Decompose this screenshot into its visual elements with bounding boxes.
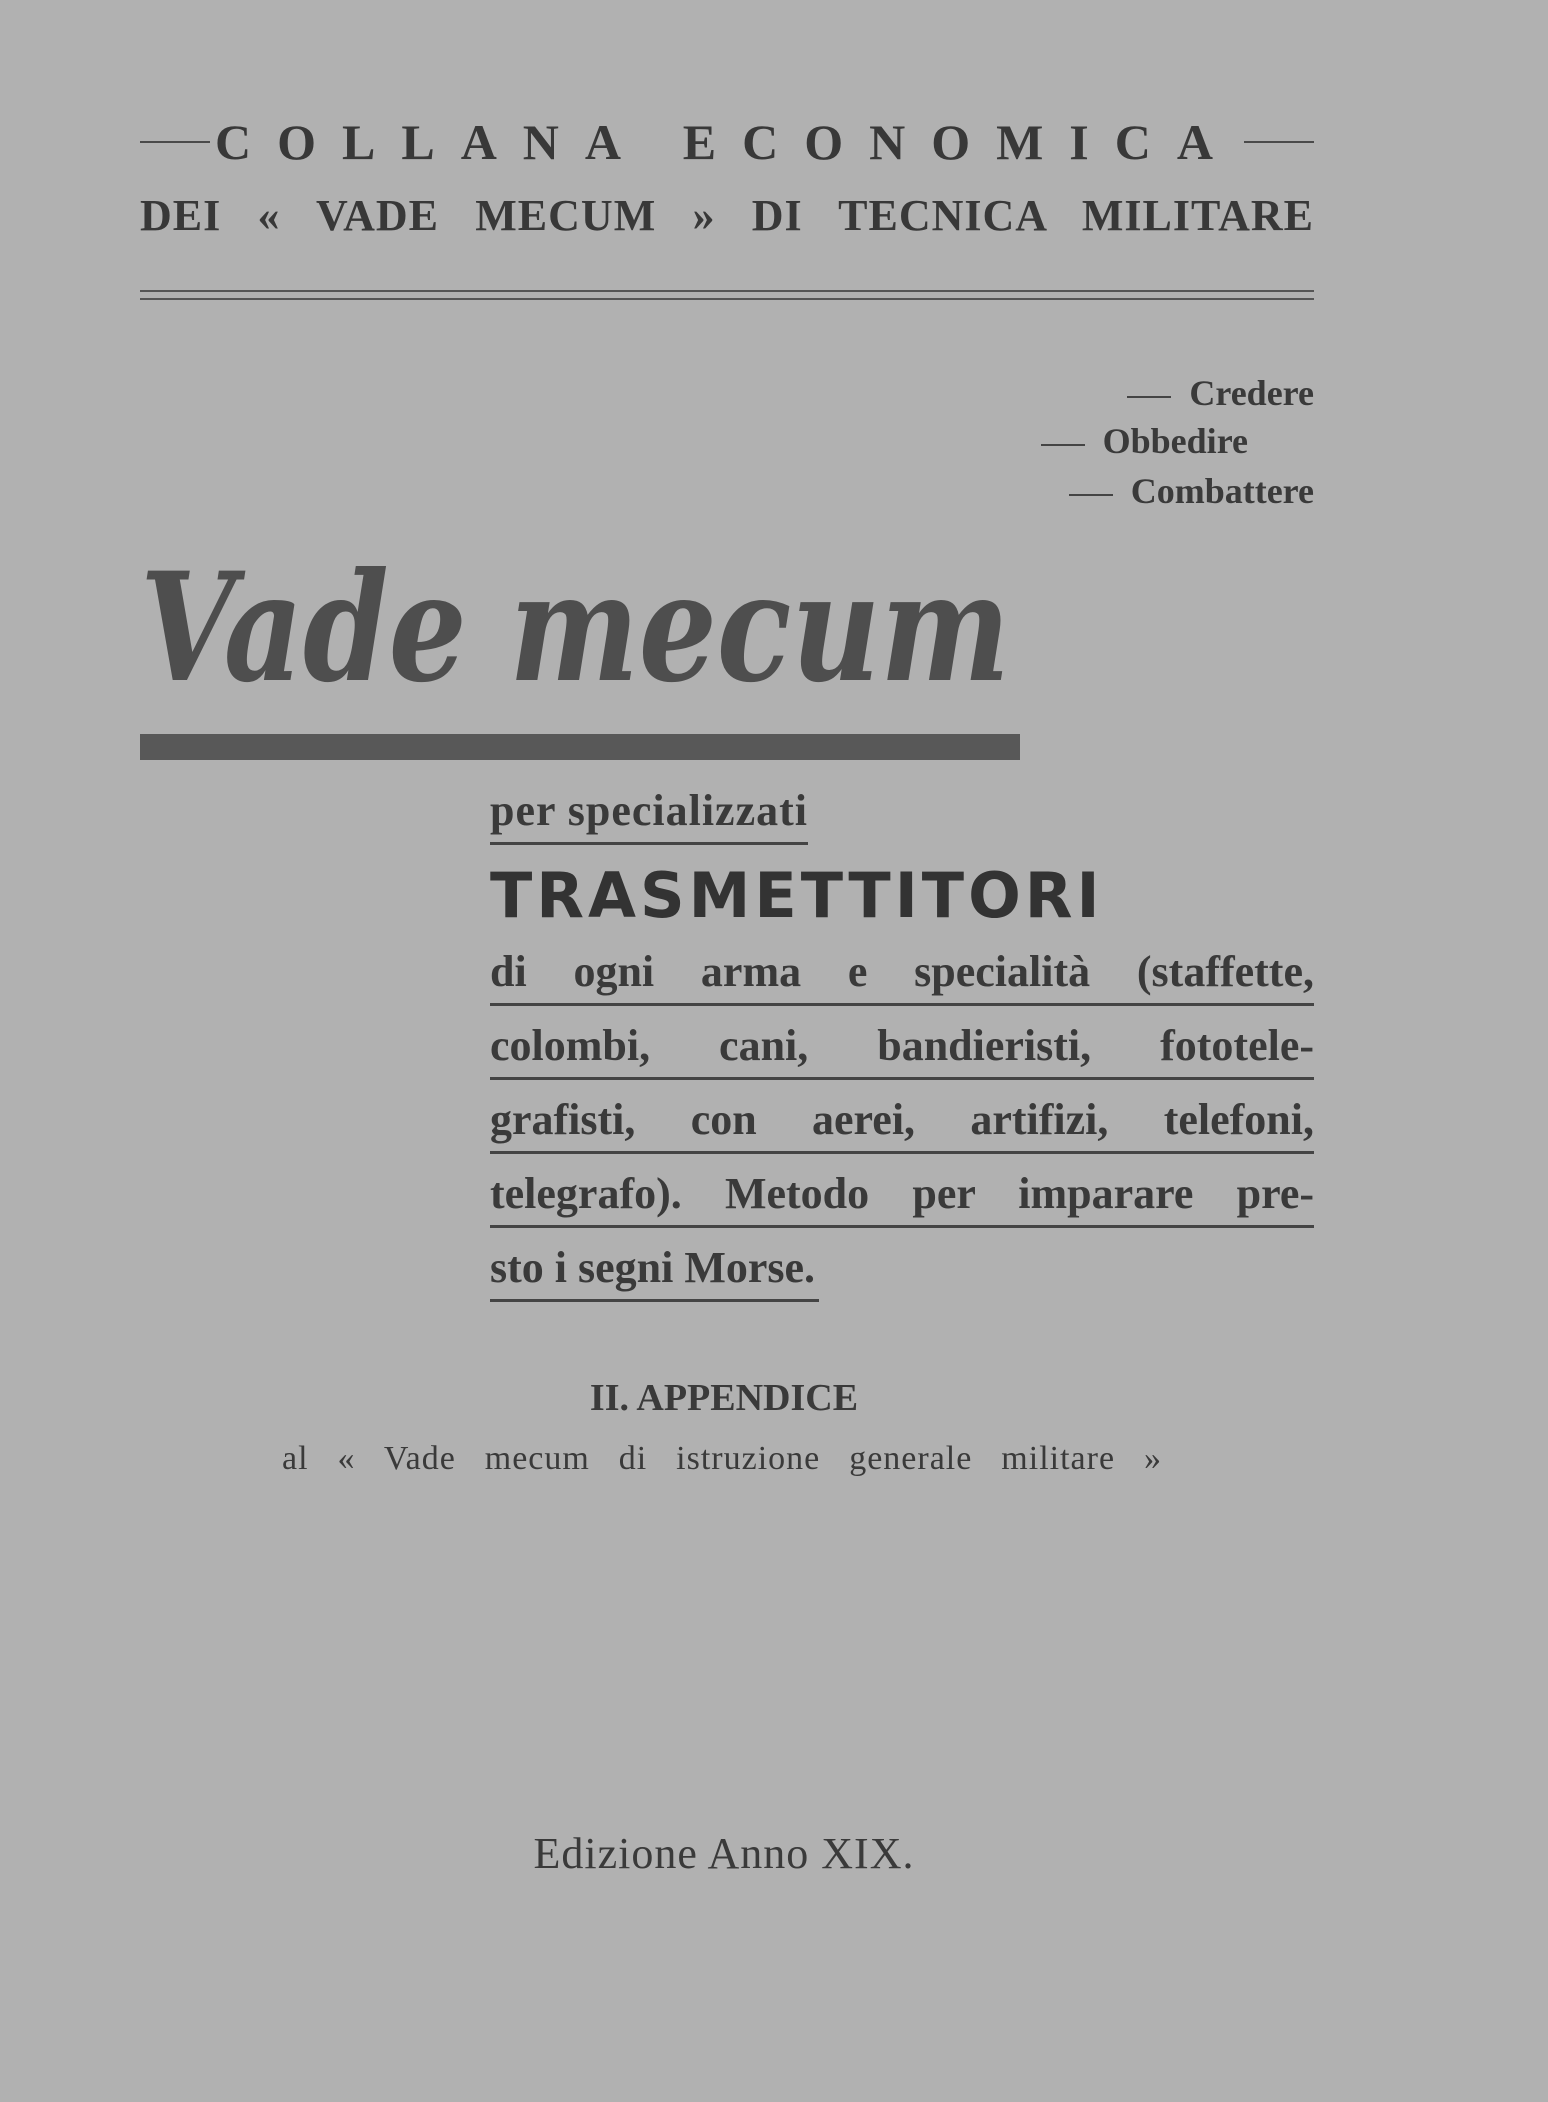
description-line-1: di ogni arma e specialità (staffette,: [490, 946, 1314, 1006]
header-rule-top: [140, 290, 1314, 292]
description-line-2: colombi, cani, bandieristi, fototele-: [490, 1020, 1314, 1080]
appendix-reference: al « Vade mecum di istruzione generale militare »: [282, 1440, 1162, 1477]
main-title-svg: [140, 540, 1020, 716]
series-title: COLLANA ECONOMICA: [215, 114, 1239, 170]
motto-line-3: [1069, 470, 1314, 512]
heading-trasmettitori: TRASMETTITORI: [490, 859, 1104, 932]
description-line-3: grafisti, con aerei, artifizi, telefoni,: [490, 1094, 1314, 1154]
subtitle-specializzati: per specializzati: [490, 785, 808, 845]
header-rule-bottom: [140, 298, 1314, 300]
motto-obbedire: Obbedire: [1102, 421, 1248, 461]
description-line-5: sto i segni Morse.: [490, 1242, 819, 1302]
edition-label: Edizione Anno XIX.: [533, 1829, 915, 1878]
series-title-row: [140, 112, 1314, 172]
series-subtitle: DEI « VADE MECUM » DI TECNICA MILITARE: [140, 191, 1314, 240]
header-dash-right: [1244, 141, 1314, 143]
motto-credere: Credere: [1189, 373, 1314, 413]
description-block: [490, 785, 1314, 1302]
appendix-label: II. APPENDICE: [589, 1377, 859, 1419]
motto-line-1: [1127, 372, 1314, 414]
main-title-text: Vade mecum: [140, 540, 1010, 716]
motto-line-2: [1041, 420, 1248, 462]
title-underline-bar: [140, 734, 1020, 760]
header-dash-left: [140, 141, 210, 143]
motto-combattere: Combattere: [1130, 471, 1314, 511]
main-title: [140, 540, 1020, 716]
description-line-4: telegrafo). Metodo per imparare pre-: [490, 1168, 1314, 1228]
